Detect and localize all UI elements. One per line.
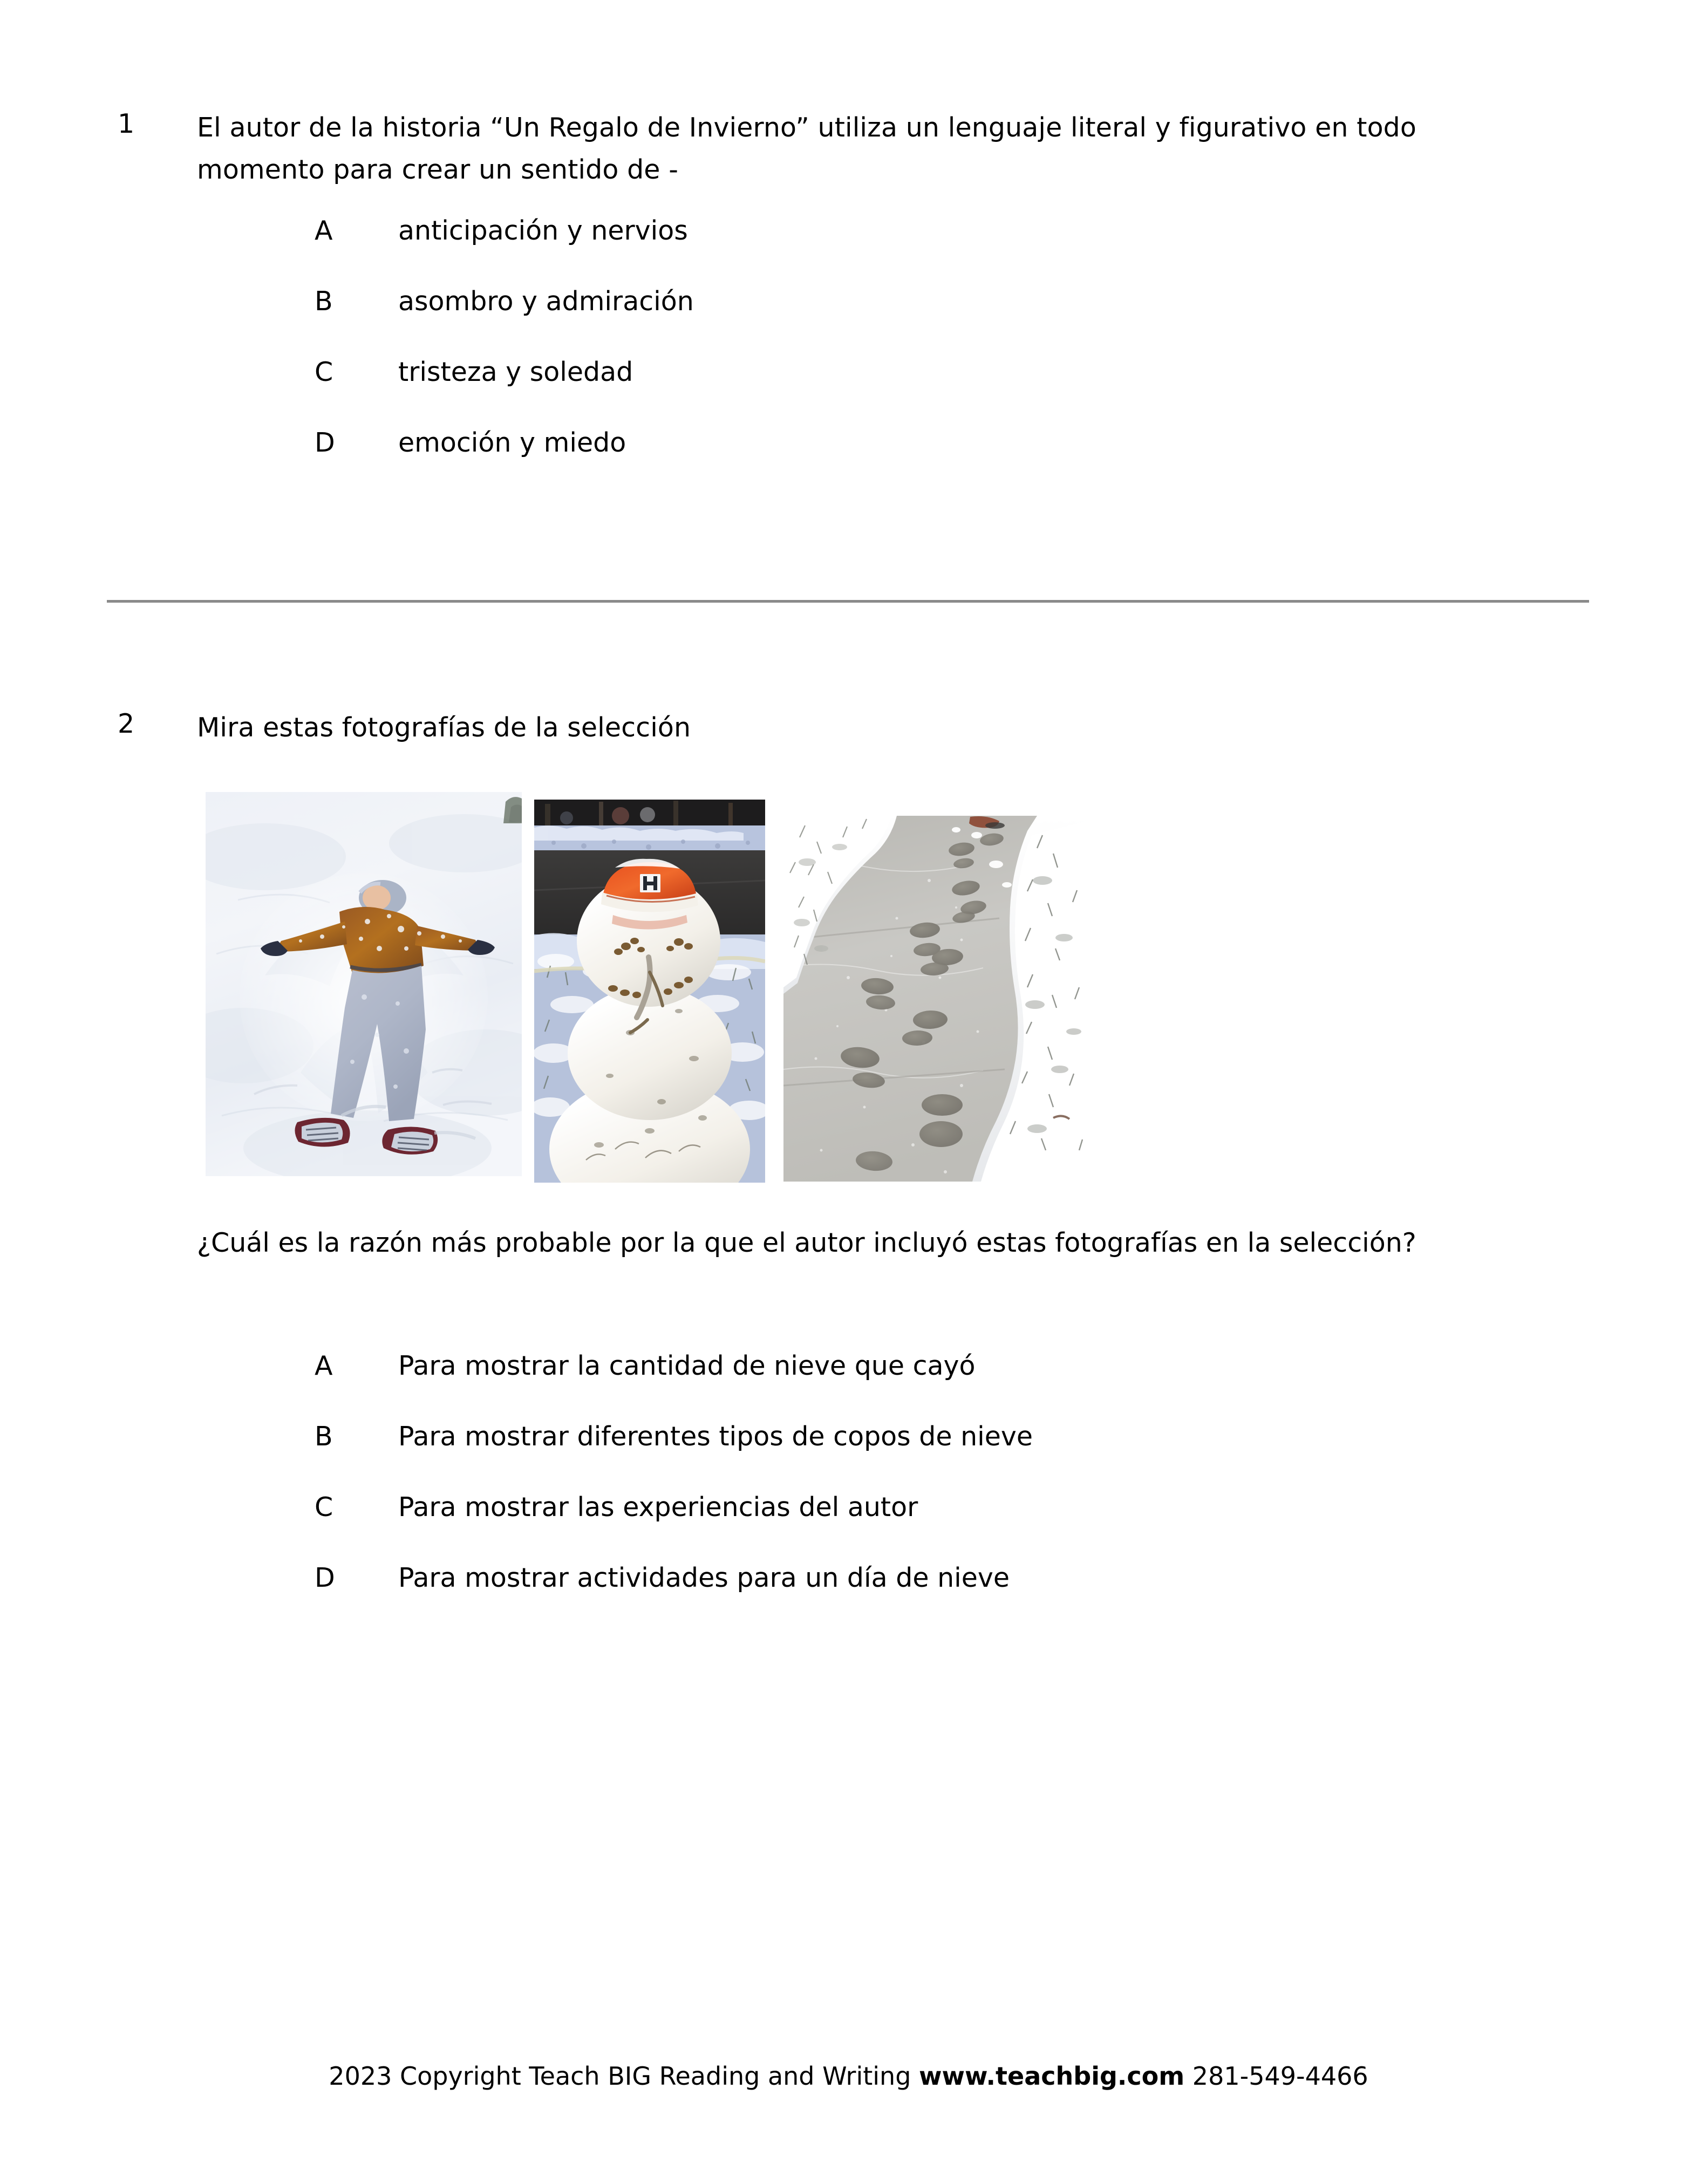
footer-before-url: 2023 Copyright Teach BIG Reading and Writing	[329, 2062, 919, 2091]
choice-letter: B	[315, 286, 333, 317]
question-1-stem-text: El autor de la historia “Un Regalo de Invierno” utiliza un lenguaje literal y figurativo en todo momento para crear un sentido de -	[197, 112, 1416, 185]
choice-letter: B	[315, 1421, 333, 1452]
choice-row[interactable]	[118, 1490, 1521, 1561]
question-1-number: 1	[118, 108, 135, 139]
question-2-prompt: ¿Cuál es la razón más probable por la que el autor incluyó estas fotografías en la selección?	[197, 1227, 1416, 1258]
choice-text: asombro y admiración	[398, 286, 694, 317]
choice-text: Para mostrar las experiencias del autor	[398, 1492, 918, 1523]
choice-letter: D	[315, 1562, 335, 1593]
choice-letter: A	[315, 215, 333, 246]
choice-letter: C	[315, 357, 333, 387]
question-2-number: 2	[118, 708, 135, 739]
choice-row[interactable]	[118, 1349, 1521, 1419]
footer-website-url: www.teachbig.com	[919, 2062, 1185, 2091]
choice-letter: C	[315, 1492, 333, 1523]
choice-letter: A	[315, 1350, 333, 1381]
choice-text: tristeza y soledad	[398, 357, 633, 387]
photo-snowman	[534, 800, 765, 1183]
choice-text: anticipación y nervios	[398, 215, 688, 246]
question-2-stem-text: Mira estas fotografías de la selección	[197, 712, 691, 743]
photo-footprints	[783, 816, 1087, 1182]
page-footer	[0, 2060, 1697, 2092]
choice-letter: D	[315, 427, 335, 458]
choice-text: Para mostrar actividades para un día de nieve	[398, 1562, 1010, 1593]
photo-snow-angel	[206, 792, 522, 1176]
choice-text: emoción y miedo	[398, 427, 626, 458]
choice-text: Para mostrar la cantidad de nieve que cayó	[398, 1350, 976, 1381]
footer-phone: 281-549-4466	[1184, 2062, 1368, 2091]
question-2-choices	[118, 1349, 1521, 1632]
choice-row[interactable]	[118, 1419, 1521, 1490]
choice-text: Para mostrar diferentes tipos de copos de nieve	[398, 1421, 1033, 1452]
choice-row[interactable]	[118, 1561, 1521, 1632]
